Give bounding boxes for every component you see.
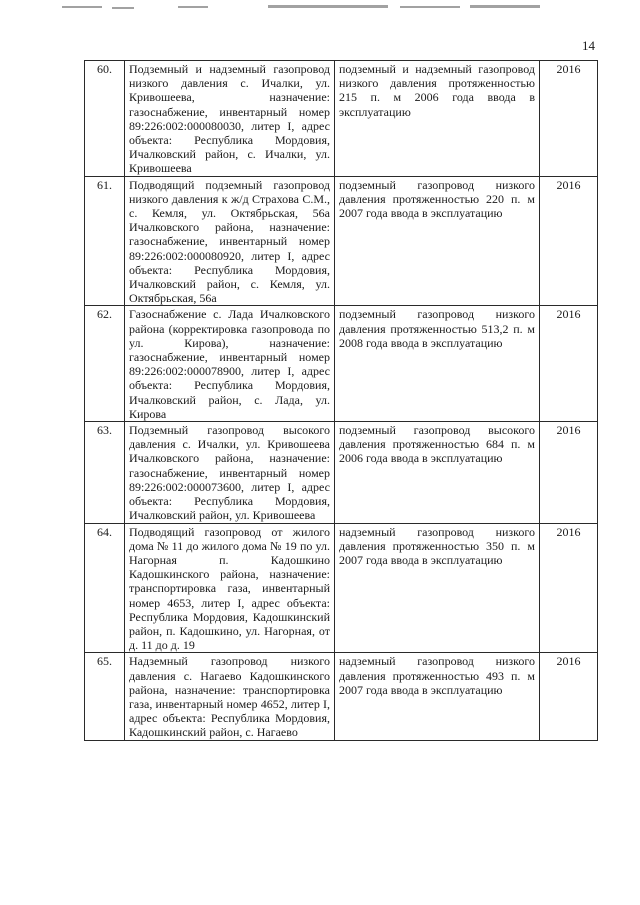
row-number: 64. [85, 523, 125, 653]
year: 2016 [540, 653, 598, 740]
object-description: надземный газопровод низкого давления протяженностью 350 п. м 2007 года ввода в эксплуатацию [335, 523, 540, 653]
object-description: подземный газопровод высокого давления протяженностью 684 п. м 2006 года ввода в эксплуатацию [335, 422, 540, 523]
year: 2016 [540, 61, 598, 177]
row-number: 61. [85, 176, 125, 306]
page-number: 14 [582, 38, 595, 53]
object-name: Газоснабжение с. Лада Ичалковского района (корректировка газопровода по ул. Кирова), назначение: газоснабжение, инвентарный номер 89:226:002:000078900, литер I, адрес объекта: Республика Мордовия, Ичалковский район, с. Лада, ул. Кирова [125, 306, 335, 422]
year: 2016 [540, 176, 598, 306]
property-registry-table [84, 60, 598, 741]
object-name: Подводящий газопровод от жилого дома № 11 до жилого дома № 19 по ул. Нагорная п. Кадошкино Кадошкинского района, назначение: транспортировка газа, инвентарный номер 4653, литер I, адрес объекта: Республика Мордовия, Кадошкинский район, п. Кадошкино, ул. Нагорная, от д. 11 до д. 19 [125, 523, 335, 653]
table-row [85, 523, 598, 653]
row-number: 63. [85, 422, 125, 523]
object-description: надземный газопровод низкого давления протяженностью 493 п. м 2007 года ввода в эксплуатацию [335, 653, 540, 740]
row-number: 62. [85, 306, 125, 422]
table-row [85, 653, 598, 740]
table-row [85, 176, 598, 306]
year: 2016 [540, 422, 598, 523]
year: 2016 [540, 306, 598, 422]
table-row [85, 422, 598, 523]
object-name: Подводящий подземный газопровод низкого давления к ж/д Страхова С.М., с. Кемля, ул. Октябрьская, 56а Ичалковского района, назначение: газоснабжение, инвентарный номер 89:226:002:000080920, литер I, адрес объекта: Республика Мордовия, Ичалковский район, с. Кемля, ул. Октябрьская, 56а [125, 176, 335, 306]
year: 2016 [540, 523, 598, 653]
object-name: Подземный газопровод высокого давления с. Ичалки, ул. Кривошеева Ичалковского района, назначение: газоснабжение, инвентарный номер 89:226:002:000073600, литер I, адрес объекта: Республика Мордовия, Ичалковский район, ул. Кривошеева [125, 422, 335, 523]
table-row [85, 306, 598, 422]
table-row [85, 61, 598, 177]
object-description: подземный газопровод низкого давления протяженностью 513,2 п. м 2008 года ввода в эксплуатацию [335, 306, 540, 422]
object-name: Надземный газопровод низкого давления с. Нагаево Кадошкинского района, назначение: транспортировка газа, инвентарный номер 4652, литер I, адрес объекта: Республика Мордовия, Кадошкинский район, с. Нагаево [125, 653, 335, 740]
object-name: Подземный и надземный газопровод низкого давления с. Ичалки, ул. Кривошеева, назначение: газоснабжение, инвентарный номер 89:226:002:000080030, литер I, адрес объекта: Республика Мордовия, Ичалковский район, с. Ичалки, ул. Кривошеева [125, 61, 335, 177]
object-description: подземный и надземный газопровод низкого давления протяженностью 215 п. м 2006 года ввода в эксплуатацию [335, 61, 540, 177]
row-number: 65. [85, 653, 125, 740]
scan-artifact-top [0, 0, 640, 16]
object-description: подземный газопровод низкого давления протяженностью 220 п. м 2007 года ввода в эксплуатацию [335, 176, 540, 306]
row-number: 60. [85, 61, 125, 177]
